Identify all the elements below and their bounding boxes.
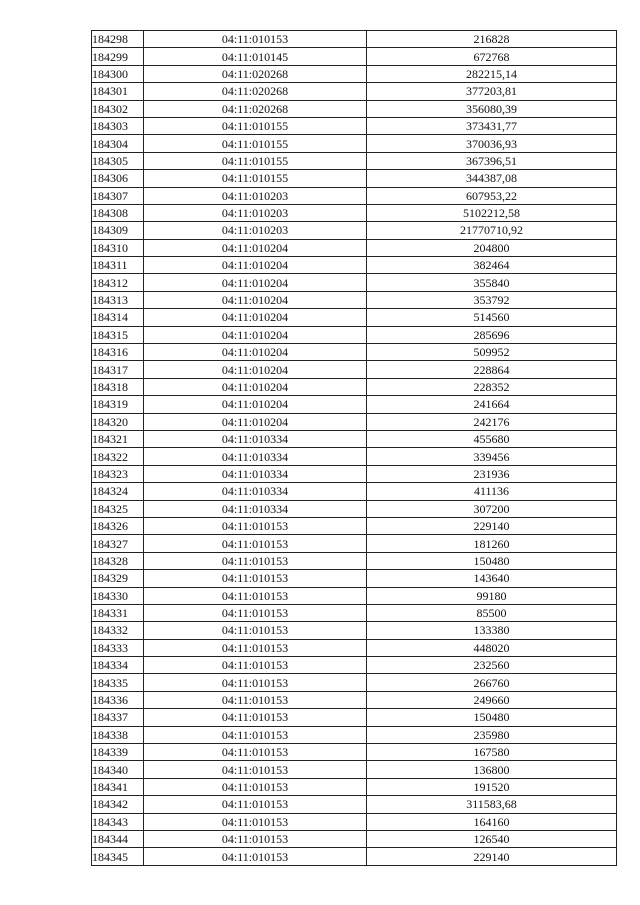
cadastral-code-cell: 04:11:010153 bbox=[144, 674, 367, 691]
cadastral-code-cell: 04:11:010334 bbox=[144, 448, 367, 465]
table-body bbox=[92, 31, 617, 866]
table-row bbox=[92, 378, 617, 395]
cadastral-code-cell: 04:11:020268 bbox=[144, 100, 367, 117]
cadastral-code-cell: 04:11:010155 bbox=[144, 170, 367, 187]
row-number-cell: 184339 bbox=[92, 744, 144, 761]
table-row bbox=[92, 83, 617, 100]
table-row bbox=[92, 344, 617, 361]
table-row bbox=[92, 413, 617, 430]
cadastral-code-cell: 04:11:010153 bbox=[144, 552, 367, 569]
value-cell: 228864 bbox=[367, 361, 617, 378]
table-row bbox=[92, 222, 617, 239]
table-row bbox=[92, 31, 617, 48]
table-row bbox=[92, 48, 617, 65]
row-number-cell: 184345 bbox=[92, 848, 144, 865]
value-cell: 353792 bbox=[367, 291, 617, 308]
value-cell: 377203,81 bbox=[367, 83, 617, 100]
table-row bbox=[92, 535, 617, 552]
data-table bbox=[91, 30, 617, 866]
row-number-cell: 184325 bbox=[92, 500, 144, 517]
table-row bbox=[92, 100, 617, 117]
cadastral-code-cell: 04:11:010153 bbox=[144, 744, 367, 761]
value-cell: 143640 bbox=[367, 570, 617, 587]
row-number-cell: 184330 bbox=[92, 587, 144, 604]
row-number-cell: 184320 bbox=[92, 413, 144, 430]
cadastral-code-cell: 04:11:010204 bbox=[144, 326, 367, 343]
table-row bbox=[92, 761, 617, 778]
value-cell: 242176 bbox=[367, 413, 617, 430]
cadastral-code-cell: 04:11:010153 bbox=[144, 796, 367, 813]
cadastral-code-cell: 04:11:010203 bbox=[144, 204, 367, 221]
value-cell: 344387,08 bbox=[367, 170, 617, 187]
cadastral-code-cell: 04:11:010203 bbox=[144, 187, 367, 204]
cadastral-code-cell: 04:11:010204 bbox=[144, 309, 367, 326]
cadastral-code-cell: 04:11:010204 bbox=[144, 378, 367, 395]
cadastral-code-cell: 04:11:020268 bbox=[144, 83, 367, 100]
row-number-cell: 184299 bbox=[92, 48, 144, 65]
table-row bbox=[92, 622, 617, 639]
cadastral-code-cell: 04:11:010153 bbox=[144, 535, 367, 552]
value-cell: 356080,39 bbox=[367, 100, 617, 117]
table-row bbox=[92, 361, 617, 378]
value-cell: 672768 bbox=[367, 48, 617, 65]
cadastral-code-cell: 04:11:010153 bbox=[144, 622, 367, 639]
table-row bbox=[92, 326, 617, 343]
cadastral-code-cell: 04:11:010334 bbox=[144, 483, 367, 500]
value-cell: 150480 bbox=[367, 552, 617, 569]
table-row bbox=[92, 448, 617, 465]
value-cell: 229140 bbox=[367, 517, 617, 534]
value-cell: 382464 bbox=[367, 257, 617, 274]
table-row bbox=[92, 135, 617, 152]
value-cell: 216828 bbox=[367, 31, 617, 48]
table-row bbox=[92, 848, 617, 865]
table-row bbox=[92, 744, 617, 761]
cadastral-code-cell: 04:11:010204 bbox=[144, 239, 367, 256]
row-number-cell: 184322 bbox=[92, 448, 144, 465]
value-cell: 514560 bbox=[367, 309, 617, 326]
value-cell: 150480 bbox=[367, 709, 617, 726]
table-row bbox=[92, 587, 617, 604]
cadastral-code-cell: 04:11:010145 bbox=[144, 48, 367, 65]
cadastral-code-cell: 04:11:010155 bbox=[144, 152, 367, 169]
table-row bbox=[92, 430, 617, 447]
value-cell: 126540 bbox=[367, 830, 617, 847]
row-number-cell: 184333 bbox=[92, 639, 144, 656]
table-row bbox=[92, 500, 617, 517]
table-row bbox=[92, 483, 617, 500]
value-cell: 607953,22 bbox=[367, 187, 617, 204]
row-number-cell: 184343 bbox=[92, 813, 144, 830]
row-number-cell: 184317 bbox=[92, 361, 144, 378]
row-number-cell: 184335 bbox=[92, 674, 144, 691]
value-cell: 367396,51 bbox=[367, 152, 617, 169]
row-number-cell: 184300 bbox=[92, 65, 144, 82]
row-number-cell: 184337 bbox=[92, 709, 144, 726]
value-cell: 355840 bbox=[367, 274, 617, 291]
value-cell: 370036,93 bbox=[367, 135, 617, 152]
table-row bbox=[92, 796, 617, 813]
cadastral-code-cell: 04:11:010153 bbox=[144, 517, 367, 534]
row-number-cell: 184334 bbox=[92, 657, 144, 674]
cadastral-code-cell: 04:11:010204 bbox=[144, 396, 367, 413]
value-cell: 311583,68 bbox=[367, 796, 617, 813]
row-number-cell: 184315 bbox=[92, 326, 144, 343]
row-number-cell: 184344 bbox=[92, 830, 144, 847]
row-number-cell: 184329 bbox=[92, 570, 144, 587]
row-number-cell: 184336 bbox=[92, 691, 144, 708]
table-row bbox=[92, 639, 617, 656]
cadastral-code-cell: 04:11:010153 bbox=[144, 587, 367, 604]
value-cell: 21770710,92 bbox=[367, 222, 617, 239]
cadastral-code-cell: 04:11:010153 bbox=[144, 31, 367, 48]
value-cell: 136800 bbox=[367, 761, 617, 778]
cadastral-code-cell: 04:11:010153 bbox=[144, 570, 367, 587]
row-number-cell: 184313 bbox=[92, 291, 144, 308]
cadastral-code-cell: 04:11:010155 bbox=[144, 135, 367, 152]
value-cell: 455680 bbox=[367, 430, 617, 447]
value-cell: 509952 bbox=[367, 344, 617, 361]
value-cell: 285696 bbox=[367, 326, 617, 343]
table-row bbox=[92, 274, 617, 291]
row-number-cell: 184324 bbox=[92, 483, 144, 500]
table-row bbox=[92, 204, 617, 221]
row-number-cell: 184326 bbox=[92, 517, 144, 534]
row-number-cell: 184311 bbox=[92, 257, 144, 274]
value-cell: 307200 bbox=[367, 500, 617, 517]
row-number-cell: 184298 bbox=[92, 31, 144, 48]
row-number-cell: 184328 bbox=[92, 552, 144, 569]
row-number-cell: 184312 bbox=[92, 274, 144, 291]
cadastral-code-cell: 04:11:010153 bbox=[144, 657, 367, 674]
table-row bbox=[92, 813, 617, 830]
row-number-cell: 184319 bbox=[92, 396, 144, 413]
table-row bbox=[92, 396, 617, 413]
value-cell: 191520 bbox=[367, 778, 617, 795]
value-cell: 373431,77 bbox=[367, 117, 617, 134]
row-number-cell: 184301 bbox=[92, 83, 144, 100]
row-number-cell: 184318 bbox=[92, 378, 144, 395]
table-row bbox=[92, 778, 617, 795]
value-cell: 339456 bbox=[367, 448, 617, 465]
cadastral-code-cell: 04:11:010203 bbox=[144, 222, 367, 239]
value-cell: 164160 bbox=[367, 813, 617, 830]
row-number-cell: 184305 bbox=[92, 152, 144, 169]
value-cell: 133380 bbox=[367, 622, 617, 639]
table-row bbox=[92, 152, 617, 169]
value-cell: 411136 bbox=[367, 483, 617, 500]
table-row bbox=[92, 291, 617, 308]
value-cell: 241664 bbox=[367, 396, 617, 413]
row-number-cell: 184302 bbox=[92, 100, 144, 117]
value-cell: 167580 bbox=[367, 744, 617, 761]
row-number-cell: 184327 bbox=[92, 535, 144, 552]
table-row bbox=[92, 517, 617, 534]
cadastral-code-cell: 04:11:010153 bbox=[144, 813, 367, 830]
row-number-cell: 184310 bbox=[92, 239, 144, 256]
value-cell: 229140 bbox=[367, 848, 617, 865]
cadastral-code-cell: 04:11:010153 bbox=[144, 639, 367, 656]
table-row bbox=[92, 187, 617, 204]
row-number-cell: 184304 bbox=[92, 135, 144, 152]
value-cell: 448020 bbox=[367, 639, 617, 656]
row-number-cell: 184338 bbox=[92, 726, 144, 743]
value-cell: 282215,14 bbox=[367, 65, 617, 82]
table-row bbox=[92, 465, 617, 482]
value-cell: 249660 bbox=[367, 691, 617, 708]
cadastral-code-cell: 04:11:010153 bbox=[144, 604, 367, 621]
row-number-cell: 184308 bbox=[92, 204, 144, 221]
table-row bbox=[92, 117, 617, 134]
value-cell: 232560 bbox=[367, 657, 617, 674]
value-cell: 99180 bbox=[367, 587, 617, 604]
table-row bbox=[92, 570, 617, 587]
cadastral-code-cell: 04:11:010153 bbox=[144, 691, 367, 708]
table-row bbox=[92, 257, 617, 274]
value-cell: 235980 bbox=[367, 726, 617, 743]
table-row bbox=[92, 674, 617, 691]
cadastral-code-cell: 04:11:010334 bbox=[144, 465, 367, 482]
cadastral-code-cell: 04:11:010204 bbox=[144, 257, 367, 274]
cadastral-code-cell: 04:11:010153 bbox=[144, 830, 367, 847]
table-row bbox=[92, 170, 617, 187]
row-number-cell: 184342 bbox=[92, 796, 144, 813]
table-row bbox=[92, 726, 617, 743]
row-number-cell: 184332 bbox=[92, 622, 144, 639]
value-cell: 266760 bbox=[367, 674, 617, 691]
row-number-cell: 184309 bbox=[92, 222, 144, 239]
value-cell: 231936 bbox=[367, 465, 617, 482]
cadastral-code-cell: 04:11:010204 bbox=[144, 361, 367, 378]
row-number-cell: 184331 bbox=[92, 604, 144, 621]
table-row bbox=[92, 691, 617, 708]
row-number-cell: 184306 bbox=[92, 170, 144, 187]
value-cell: 181260 bbox=[367, 535, 617, 552]
cadastral-code-cell: 04:11:010153 bbox=[144, 761, 367, 778]
cadastral-code-cell: 04:11:010204 bbox=[144, 274, 367, 291]
cadastral-code-cell: 04:11:010153 bbox=[144, 778, 367, 795]
table-row bbox=[92, 709, 617, 726]
cadastral-code-cell: 04:11:010153 bbox=[144, 848, 367, 865]
value-cell: 204800 bbox=[367, 239, 617, 256]
table-row bbox=[92, 657, 617, 674]
row-number-cell: 184321 bbox=[92, 430, 144, 447]
cadastral-code-cell: 04:11:010204 bbox=[144, 344, 367, 361]
cadastral-code-cell: 04:11:010155 bbox=[144, 117, 367, 134]
cadastral-code-cell: 04:11:010334 bbox=[144, 430, 367, 447]
value-cell: 5102212,58 bbox=[367, 204, 617, 221]
table-row bbox=[92, 65, 617, 82]
row-number-cell: 184316 bbox=[92, 344, 144, 361]
table-row bbox=[92, 830, 617, 847]
cadastral-code-cell: 04:11:010153 bbox=[144, 709, 367, 726]
table-row bbox=[92, 309, 617, 326]
cadastral-code-cell: 04:11:010204 bbox=[144, 291, 367, 308]
row-number-cell: 184341 bbox=[92, 778, 144, 795]
cadastral-code-cell: 04:11:020268 bbox=[144, 65, 367, 82]
row-number-cell: 184340 bbox=[92, 761, 144, 778]
table-row bbox=[92, 552, 617, 569]
row-number-cell: 184314 bbox=[92, 309, 144, 326]
value-cell: 85500 bbox=[367, 604, 617, 621]
cadastral-code-cell: 04:11:010204 bbox=[144, 413, 367, 430]
table-row bbox=[92, 604, 617, 621]
value-cell: 228352 bbox=[367, 378, 617, 395]
cadastral-code-cell: 04:11:010153 bbox=[144, 726, 367, 743]
table-row bbox=[92, 239, 617, 256]
cadastral-code-cell: 04:11:010334 bbox=[144, 500, 367, 517]
row-number-cell: 184307 bbox=[92, 187, 144, 204]
row-number-cell: 184323 bbox=[92, 465, 144, 482]
row-number-cell: 184303 bbox=[92, 117, 144, 134]
